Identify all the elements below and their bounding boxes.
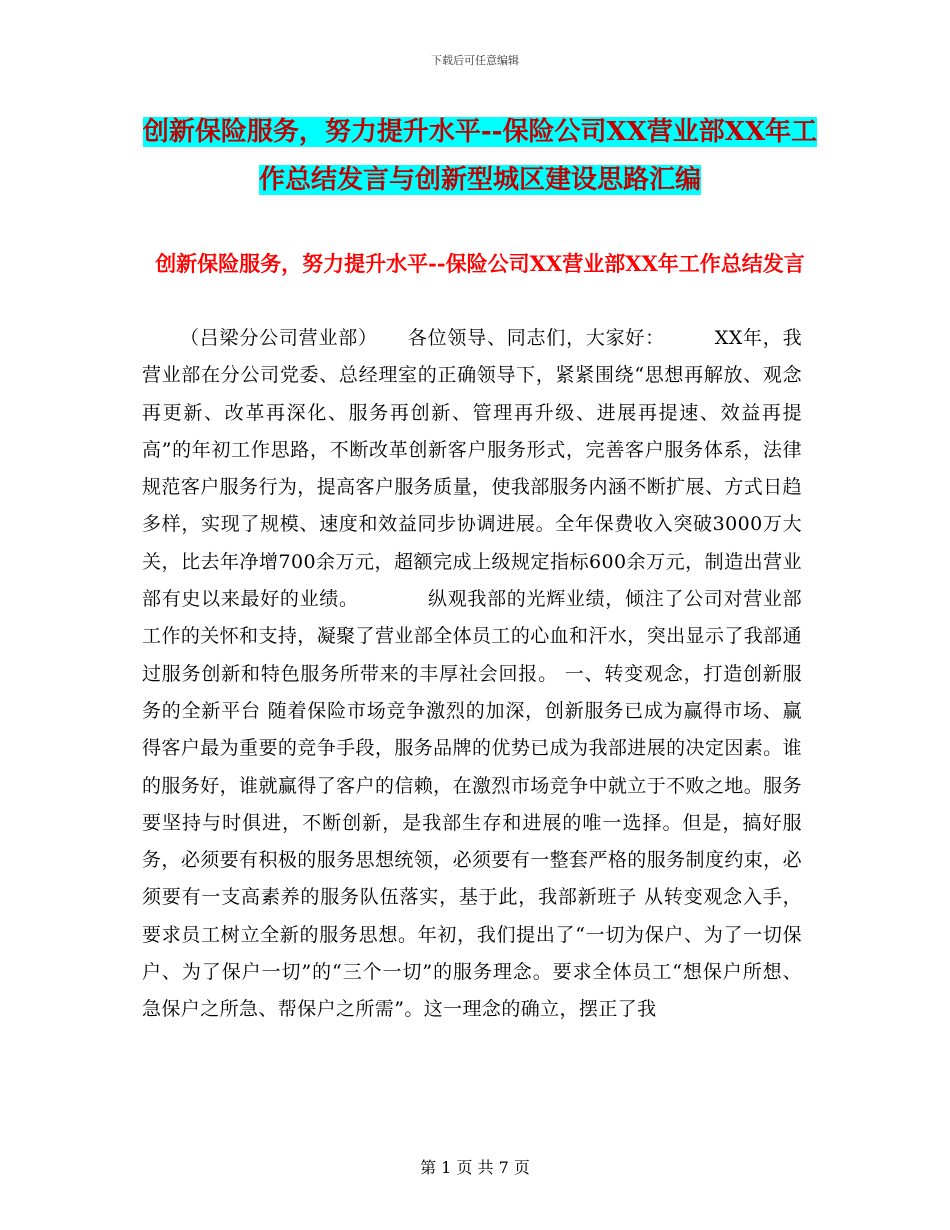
body-paragraph: （吕梁分公司营业部） 各位领导、同志们，大家好： XX年，我营业部在分公司党委、总经理室的正确领导下，紧紧围绕“思想再解放、观念再更新、改革再深化、服务再创新、管理再升级、进展再提速、效益再提高”的年初工作思路，不断改革创新客户服务形式，完善客户服务体系，法律规范客户服务行为，提高客户服务质量，使我部服务内涵不断扩展、方式日趋多样，实现了规模、速度和效益同步协调进展。全年保费收入突破3000万大关，比去年净增700余万元，超额完成上级规定指标600余万元，制造出营业部有史以来最好的业绩。 纵观我部的光辉业绩，倾注了公司对营业部工作的关怀和支持，凝聚了营业部全体员工的心血和汗水，突出显示了我部通过服务创新和特色服务所带来的丰厚社会回报。 一、转变观念，打造创新服务的全新平台 随着保险市场竞争激烈的加深，创新服务已成为赢得市场、赢得客户最为重要的竞争手段，服务品牌的优势已成为我部进展的决定因素。谁的服务好，谁就赢得了客户的信赖，在激烈市场竞争中就立于不败之地。服务要坚持与时俱进，不断创新，是我部生存和进展的唯一选择。但是，搞好服务，必须要有积极的服务思想统领，必须要有一整套严格的服务制度约束，必须要有一支高素养的服务队伍落实，基于此，我部新班子 从转变观念入手，要求员工树立全新的服务思想。年初，我们提出了“一切为保户、为了一切保户、为了保户一切”的“三个一切”的服务理念。要求全体员工“想保户所想、急保户之所急、帮保户之所需”。这一理念的确立，摆正了我 (142, 327, 802, 1021)
main-title-text: 创新保险服务，努力提升水平--保险公司XX营业部XX年工作总结发言与创新型城区建设思路汇编 (142, 117, 818, 195)
page-number-footer: 第 1 页 共 7 页 (420, 1158, 530, 1177)
header-note: 下载后可任意编辑 (431, 54, 519, 67)
document-sub-title: 创新保险服务，努力提升水平--保险公司XX营业部XX年工作总结发言 (155, 251, 805, 276)
document-main-title (140, 108, 820, 204)
